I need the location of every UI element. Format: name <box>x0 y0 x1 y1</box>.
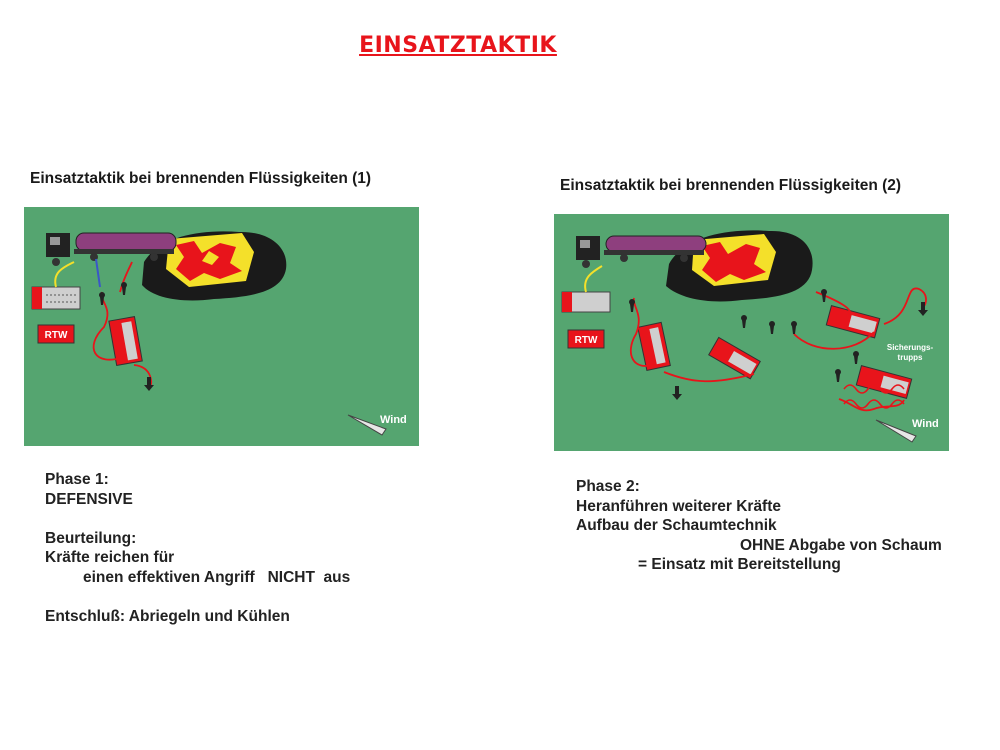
phase1-name: DEFENSIVE <box>45 490 133 508</box>
phase1-label: Phase 1: <box>45 471 109 488</box>
nozzle-operator-icon <box>629 299 635 312</box>
panel1-caption: Einsatztaktik bei brennenden Flüssigkeiten (1) <box>30 170 372 187</box>
phase2-line1: Heranführen weiterer Kräfte <box>576 497 782 515</box>
panel2-text-block <box>576 477 942 575</box>
safety-teams-label-line1: Sicherungs- <box>886 343 934 352</box>
phase2-line2: Aufbau der Schaumtechnik <box>576 517 777 534</box>
vehicle-grey-icon <box>562 292 610 312</box>
page-title: EINSATZTAKTIK <box>359 33 557 58</box>
phase2-label: Phase 2: <box>576 478 640 495</box>
wind-arrow-icon <box>876 420 916 442</box>
nozzle-operator-icon <box>769 321 775 334</box>
decision-text: Entschluß: Abriegeln und Kühlen <box>45 607 290 625</box>
hydrant-icon <box>672 386 682 400</box>
panel2-caption: Einsatztaktik bei brennenden Flüssigkeiten (2) <box>560 177 902 194</box>
wind-label: Wind <box>380 414 407 426</box>
fire-engine-icon <box>109 317 142 366</box>
foam-unit-icon <box>826 306 879 338</box>
assessment-heading: Beurteilung: <box>45 529 137 547</box>
nozzle-operator-icon <box>791 321 797 334</box>
assessment-line1: Kräfte reichen für <box>45 549 175 566</box>
rtw-label: RTW <box>574 335 598 346</box>
phase2-line4: = Einsatz mit Bereitstellung <box>638 556 841 573</box>
panel1-diagram <box>24 207 419 446</box>
foam-unit-icon <box>856 366 911 399</box>
rtw-label: RTW <box>44 330 68 341</box>
vehicle-grey-icon <box>32 287 80 309</box>
hydrant-icon <box>918 302 928 316</box>
panel2-diagram <box>554 214 949 451</box>
assessment-line2: einen effektiven Angriff NICHT aus <box>83 568 351 586</box>
nozzle-operator-icon <box>853 351 859 364</box>
nozzle-operator-icon <box>835 369 841 382</box>
wind-label: Wind <box>912 418 939 430</box>
safety-teams-label-line2: trupps <box>897 353 923 362</box>
nozzle-operator-icon <box>741 315 747 328</box>
hydrant-icon <box>144 377 154 391</box>
panel1-text-block <box>45 470 350 626</box>
fire-engine-icon <box>638 322 671 370</box>
fire-engine-icon <box>709 337 761 378</box>
phase2-line3: OHNE Abgabe von Schaum <box>740 536 942 554</box>
fire-icon <box>166 233 254 287</box>
